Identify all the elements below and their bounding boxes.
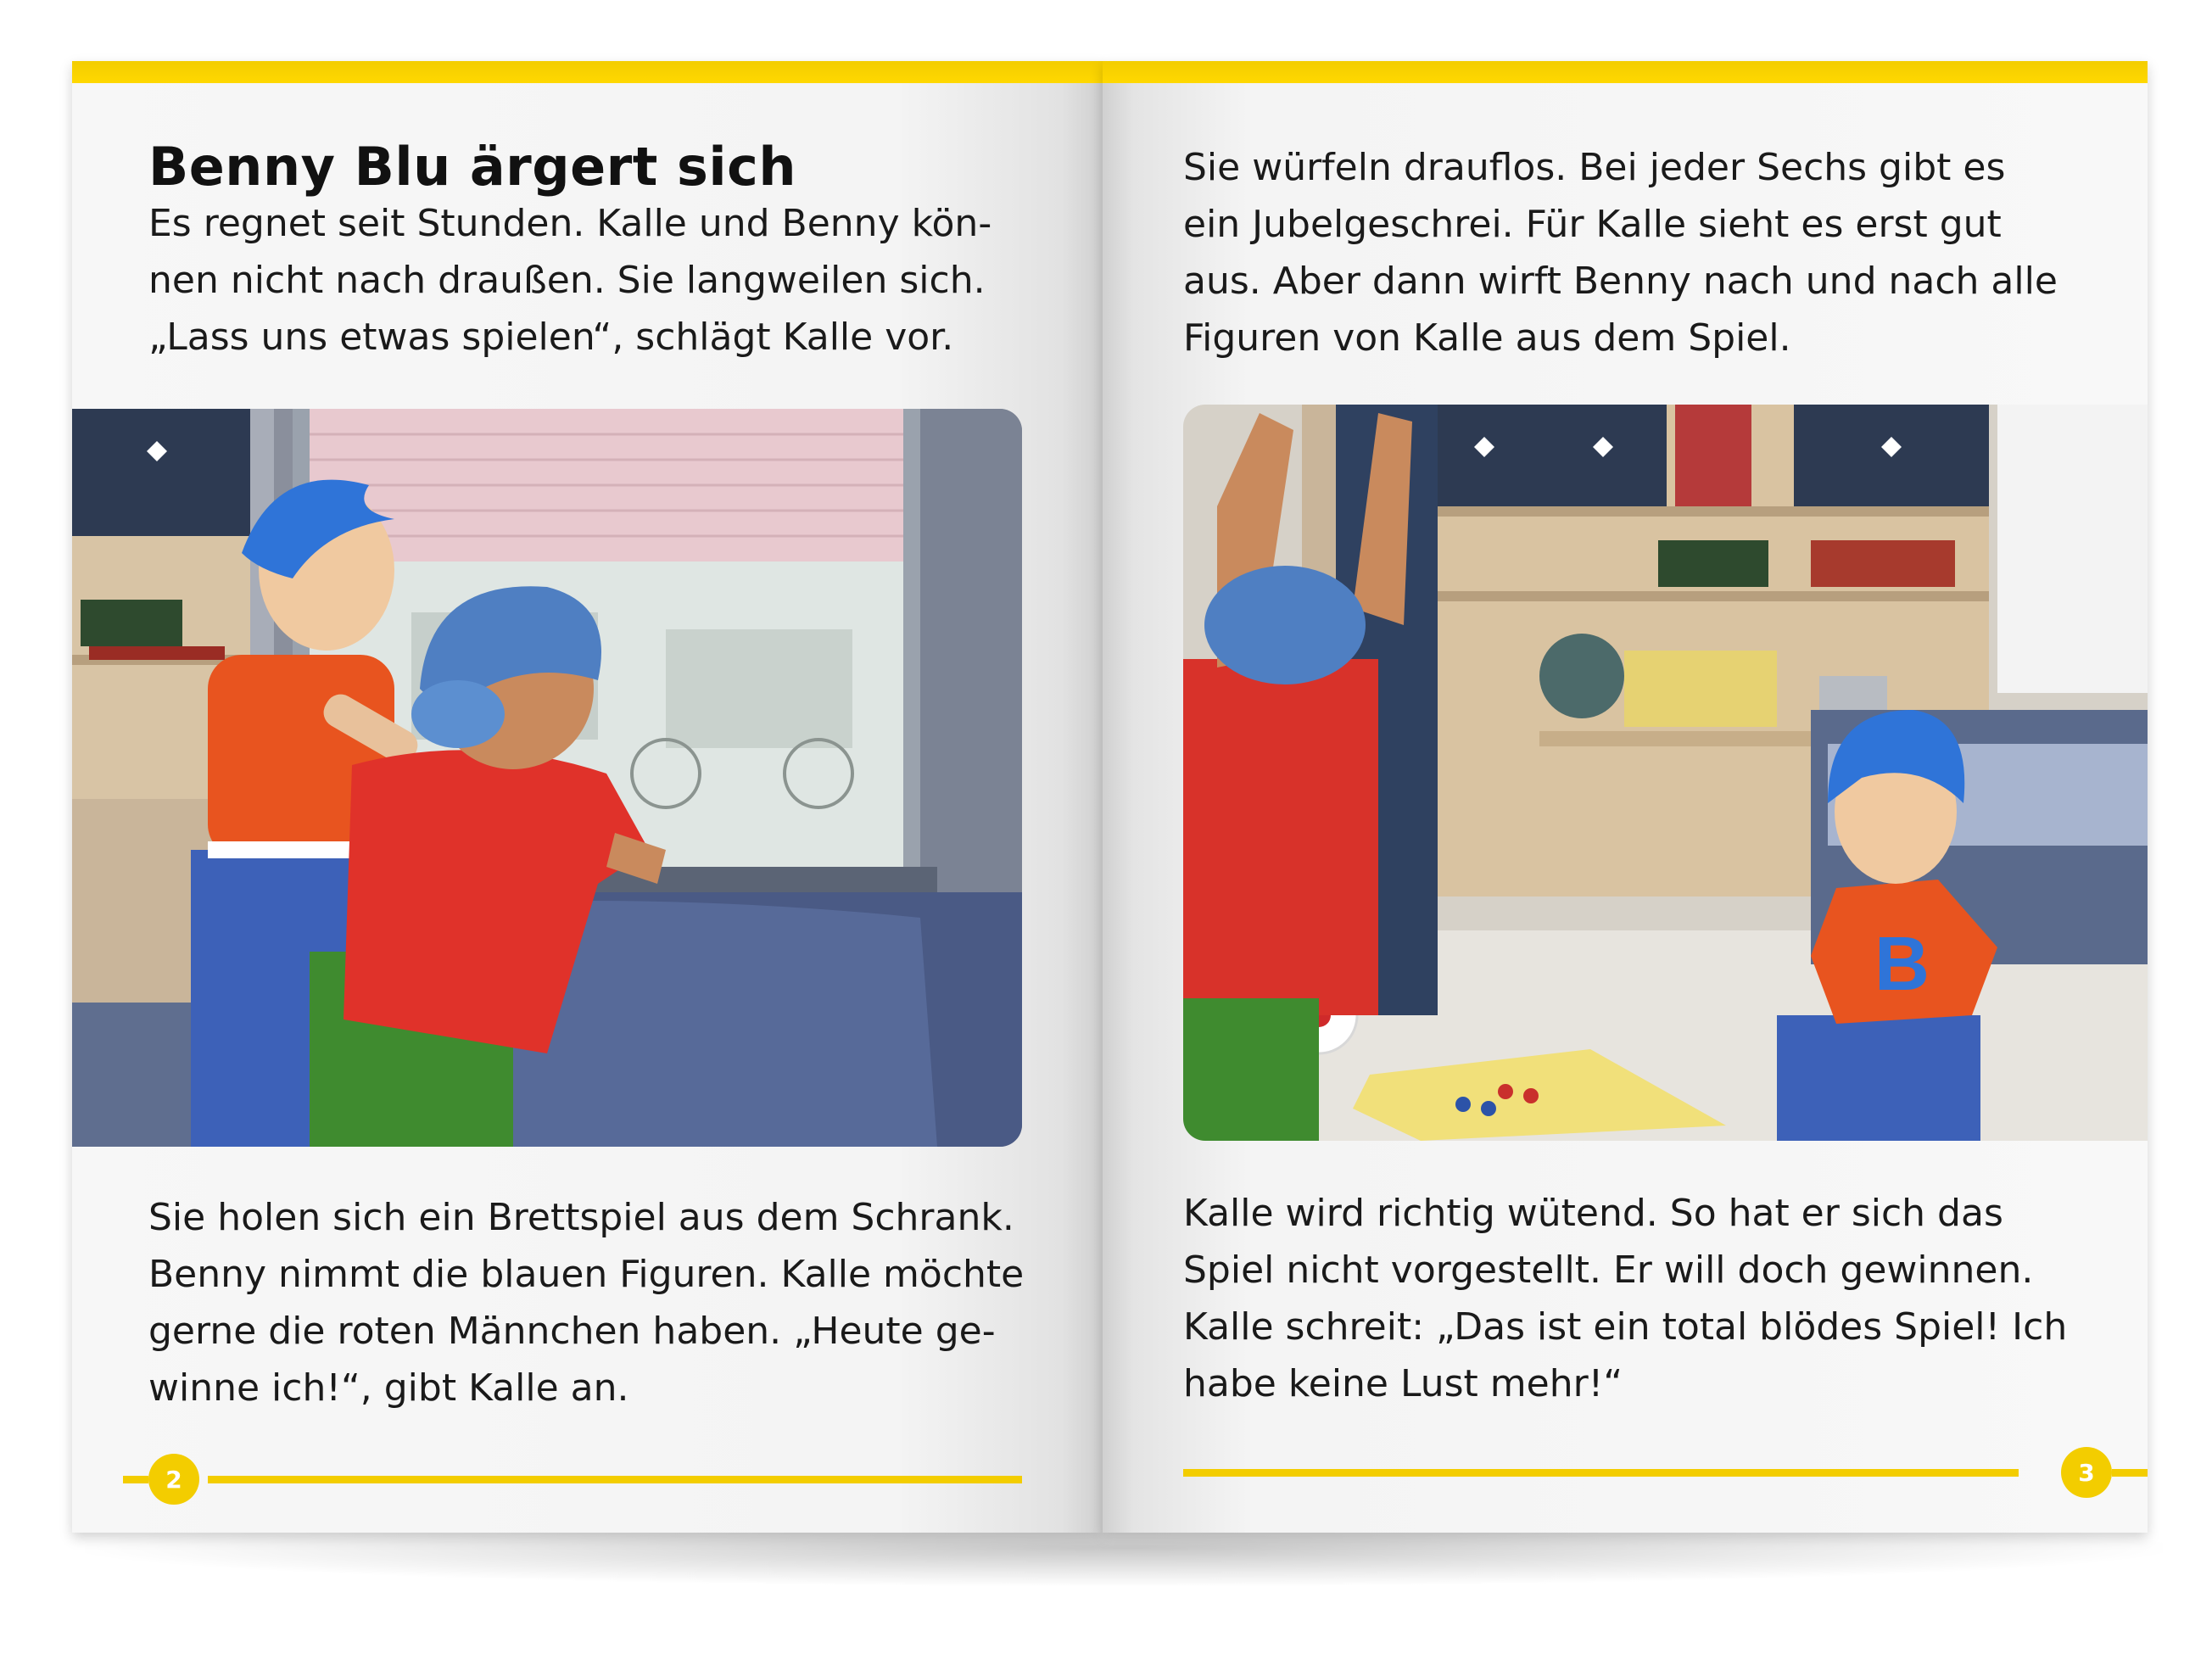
top-accent-bar	[72, 61, 1103, 83]
top-accent-bar	[1103, 61, 2148, 83]
shirt-letter: B	[1874, 922, 1930, 1007]
footer-line-stub	[123, 1476, 148, 1483]
story-title: Benny Blu ärgert sich	[148, 136, 797, 198]
footer-line-stub	[2112, 1469, 2148, 1477]
page-number-left: 2	[148, 1454, 199, 1505]
page-number-right: 3	[2061, 1447, 2112, 1498]
paragraph-boardgame: Sie holen sich ein Brettspiel aus dem Schrank. Benny nimmt die blauen Figuren. Kalle möchte gerne die roten Männchen haben. „Heute ge- winne ich!“, gibt Kalle an.	[148, 1196, 1025, 1410]
illustration-window-scene	[72, 409, 1022, 1147]
page-right	[1103, 61, 2148, 1533]
paragraph-dice: Sie würfeln drauflos. Bei jeder Sechs gibt es ein Jubelgeschrei. Für Kalle sieht es erst gut aus. Aber dann wirft Benny nach und nach alle Figuren von Kalle aus dem Spiel.	[1183, 146, 2058, 360]
footer-line	[1183, 1469, 2019, 1477]
page-left	[72, 61, 1103, 1533]
paragraph-intro: Es regnet seit Stunden. Kalle und Benny kön- nen nicht nach draußen. Sie langweilen sich. „Lass uns etwas spielen“, schlägt Kalle vor.	[148, 202, 992, 359]
illustration-boardgame-scene	[1183, 405, 2148, 1141]
paragraph-angry: Kalle wird richtig wütend. So hat er sich das Spiel nicht vorgestellt. Er will doch gewinnen. Kalle schreit: „Das ist ein total blödes Spiel! Ich habe keine Lust mehr!“	[1183, 1192, 2068, 1405]
footer-line	[208, 1476, 1022, 1483]
